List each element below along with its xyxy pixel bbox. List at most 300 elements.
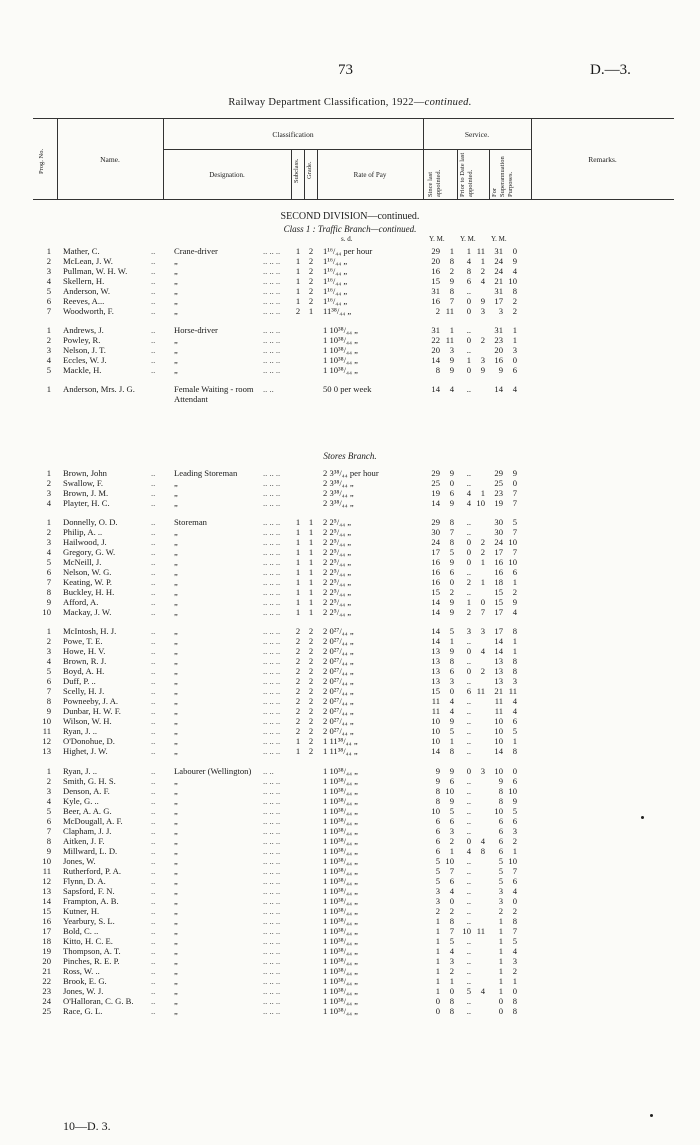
- leader-dots: ..: [151, 345, 156, 355]
- rate-of-pay: 11³⁸/₄₄ „: [323, 306, 352, 316]
- super-months: 3: [512, 956, 517, 966]
- super-years: 11: [494, 696, 503, 706]
- prior-years: ..: [466, 567, 471, 577]
- name-header: Name.: [100, 155, 120, 164]
- super-years: 6: [498, 816, 503, 826]
- super-months: 8: [512, 916, 517, 926]
- name: Hailwood, J.: [63, 537, 107, 547]
- designation: „: [174, 686, 178, 696]
- grade: 2: [308, 646, 314, 656]
- leader-dots: ..: [151, 468, 156, 478]
- since-years: 14: [431, 384, 440, 394]
- since-years: 19: [431, 488, 440, 498]
- table-row: [33, 498, 674, 508]
- leader-dots: ..: [151, 716, 156, 726]
- rate-of-pay: 1¹⁶/₄₄ „: [323, 286, 348, 296]
- table-row: [33, 706, 674, 716]
- grade: 2: [308, 736, 314, 746]
- super-months: 10: [508, 537, 517, 547]
- leader-dots: .. .. ..: [263, 266, 281, 276]
- table-row: [33, 246, 674, 256]
- designation: „: [174, 587, 178, 597]
- since-years: 1: [435, 986, 440, 996]
- table-row: [33, 537, 674, 547]
- super-years: 17: [494, 296, 503, 306]
- name: Clapham, J. J.: [63, 826, 112, 836]
- prior-years: ..: [466, 886, 471, 896]
- leader-dots: .. .. ..: [263, 966, 281, 976]
- name: Smith, G. H. S.: [63, 776, 116, 786]
- since-years: 11: [431, 706, 440, 716]
- since-months: 0: [449, 686, 454, 696]
- leader-dots: ..: [151, 498, 156, 508]
- leader-dots: .. .. ..: [263, 537, 281, 547]
- table-row: [33, 607, 674, 617]
- prog-no: 1: [46, 626, 51, 636]
- prog-no: 7: [46, 577, 51, 587]
- designation: „: [174, 776, 178, 786]
- leader-dots: ..: [151, 976, 156, 986]
- leader-dots: .. .. ..: [263, 547, 281, 557]
- since-months: 2: [449, 836, 454, 846]
- subclass: 2: [295, 306, 301, 316]
- since-years: 31: [431, 286, 440, 296]
- designation: „: [174, 286, 178, 296]
- super-years: 2: [498, 906, 503, 916]
- designation: „: [174, 256, 178, 266]
- super-years: 10: [494, 726, 503, 736]
- leader-dots: ..: [151, 686, 156, 696]
- super-months: 9: [512, 256, 517, 266]
- table-row: [33, 986, 674, 996]
- name: Kyle, G. ..: [63, 796, 99, 806]
- since-months: 1: [449, 246, 454, 256]
- leader-dots: .. .. ..: [263, 498, 281, 508]
- name: Swallow, F.: [63, 478, 104, 488]
- name: Mackay, J. W.: [63, 607, 112, 617]
- prior-months: 2: [480, 266, 485, 276]
- since-months: 5: [449, 726, 454, 736]
- rate-of-pay: 1¹⁶/₄₄ „: [323, 266, 348, 276]
- grade: 1: [308, 527, 314, 537]
- prior-years: ..: [466, 876, 471, 886]
- leader-dots: .. .. ..: [263, 996, 281, 1006]
- designation: „: [174, 866, 178, 876]
- super-months: 4: [512, 886, 517, 896]
- since-years: 6: [435, 836, 440, 846]
- leader-dots: .. .. ..: [263, 986, 281, 996]
- since-years: 9: [435, 776, 440, 786]
- table-row: [33, 686, 674, 696]
- table-row: [33, 826, 674, 836]
- subclass: 2: [295, 706, 301, 716]
- table-row: [33, 836, 674, 846]
- super-months: 2: [512, 296, 517, 306]
- table-row: [33, 936, 674, 946]
- table-row: [33, 256, 674, 266]
- table-row: [33, 478, 674, 488]
- prog-no: 5: [46, 286, 51, 296]
- since-years: 13: [431, 676, 440, 686]
- table-row: [33, 306, 674, 316]
- leader-dots: .. .. ..: [263, 896, 281, 906]
- prior-years: 10: [462, 926, 471, 936]
- leader-dots: .. ..: [263, 766, 274, 776]
- prior-months: 11: [476, 246, 485, 256]
- name: Sapsford, F. N.: [63, 886, 115, 896]
- designation-header: Designation.: [209, 171, 245, 179]
- designation: „: [174, 896, 178, 906]
- super-months: 6: [512, 876, 517, 886]
- leader-dots: .. .. ..: [263, 696, 281, 706]
- rate-of-pay: 1 10³⁸/₄₄ „: [323, 846, 358, 856]
- since-months: 8: [449, 916, 454, 926]
- rate-of-pay: 2 0²⁷/₄₄ „: [323, 666, 354, 676]
- super-months: 0: [512, 766, 517, 776]
- rate-of-pay: 2 0²⁷/₄₄ „: [323, 646, 354, 656]
- leader-dots: .. .. ..: [263, 976, 281, 986]
- grade-header: Grade.: [306, 161, 313, 179]
- name: Andrews, J.: [63, 325, 104, 335]
- designation: „: [174, 626, 178, 636]
- grade: 2: [308, 666, 314, 676]
- prior-months: 3: [480, 306, 485, 316]
- subclass: 1: [295, 296, 301, 306]
- leader-dots: ..: [151, 246, 156, 256]
- grade: 2: [308, 656, 314, 666]
- super-header: For Superannuation Purposes.: [491, 156, 514, 197]
- since-years: 29: [431, 468, 440, 478]
- table-row: [33, 468, 674, 478]
- super-months: 11: [508, 686, 517, 696]
- leader-dots: ..: [151, 517, 156, 527]
- designation: „: [174, 636, 178, 646]
- super-years: 15: [494, 587, 503, 597]
- prior-years: ..: [466, 716, 471, 726]
- since-years: 5: [435, 856, 440, 866]
- table-row: [33, 746, 674, 756]
- leader-dots: ..: [151, 266, 156, 276]
- title-text: Railway Department Classification, 1922—: [228, 97, 425, 108]
- rate-of-pay: 2 3³⁸/₄₄ „: [323, 498, 354, 508]
- designation: „: [174, 936, 178, 946]
- leader-dots: ..: [151, 365, 156, 375]
- since-years: 13: [431, 666, 440, 676]
- super-months: 10: [508, 557, 517, 567]
- table-row: [33, 355, 674, 365]
- since-months: 1: [449, 736, 454, 746]
- designation: „: [174, 276, 178, 286]
- super-months: 1: [512, 846, 517, 856]
- classification-header: Classification: [272, 130, 314, 139]
- grade: 1: [308, 306, 314, 316]
- table-row: [33, 726, 674, 736]
- prog-no: 3: [46, 488, 51, 498]
- grade: 2: [308, 676, 314, 686]
- prior-months: 4: [480, 986, 485, 996]
- rate-of-pay: 2 2⁵/₄₄ „: [323, 577, 352, 587]
- prior-months: 4: [480, 836, 485, 846]
- leader-dots: ..: [151, 926, 156, 936]
- page-title: [0, 97, 700, 108]
- super-months: 4: [512, 696, 517, 706]
- prior-years: 0: [466, 365, 471, 375]
- super-years: 24: [494, 537, 503, 547]
- super-months: 1: [512, 976, 517, 986]
- leader-dots: .. .. ..: [263, 276, 281, 286]
- rate-of-pay: 1 10³⁸/₄₄ „: [323, 836, 358, 846]
- prior-years: ..: [466, 956, 471, 966]
- table-row: [33, 597, 674, 607]
- table-row: [33, 384, 674, 394]
- name: Thompson, A. T.: [63, 946, 121, 956]
- super-months: 0: [512, 478, 517, 488]
- leader-dots: .. .. ..: [263, 468, 281, 478]
- since-years: 14: [431, 597, 440, 607]
- super-months: 9: [512, 468, 517, 478]
- prior-years: 0: [466, 306, 471, 316]
- prog-no: 9: [46, 706, 51, 716]
- name: Boyd, A. H.: [63, 666, 105, 676]
- leader-dots: .. .. ..: [263, 806, 281, 816]
- prior-years: 1: [466, 246, 471, 256]
- table-row: [33, 766, 674, 776]
- leader-dots: .. ..: [263, 384, 274, 394]
- prog-no: 3: [46, 345, 51, 355]
- table-row: [33, 916, 674, 926]
- super-years: 14: [494, 636, 503, 646]
- super-years: 31: [494, 246, 503, 256]
- since-months: 9: [449, 355, 454, 365]
- rate-of-pay: 2 0²⁷/₄₄ „: [323, 706, 354, 716]
- prior-years: 4: [466, 488, 471, 498]
- name: Woodworth, F.: [63, 306, 114, 316]
- designation: „: [174, 355, 178, 365]
- prior-years: 2: [466, 577, 471, 587]
- since-months: 11: [445, 306, 454, 316]
- designation: „: [174, 736, 178, 746]
- since-months: 0: [449, 577, 454, 587]
- rate-of-pay: 1 10³⁸/₄₄ „: [323, 886, 358, 896]
- prior-months: 2: [480, 335, 485, 345]
- designation: „: [174, 607, 178, 617]
- leader-dots: ..: [151, 636, 156, 646]
- designation: „: [174, 577, 178, 587]
- super-years: 1: [498, 916, 503, 926]
- designation: „: [174, 547, 178, 557]
- leader-dots: .. .. ..: [263, 846, 281, 856]
- since-months: 9: [449, 796, 454, 806]
- prior-months: 1: [480, 557, 485, 567]
- super-months: 2: [512, 306, 517, 316]
- leader-dots: .. .. ..: [263, 607, 281, 617]
- prior-years: ..: [466, 527, 471, 537]
- since-months: 9: [449, 276, 454, 286]
- since-years: 13: [431, 656, 440, 666]
- prior-years: 4: [466, 498, 471, 508]
- rate-of-pay: 2 0²⁷/₄₄ „: [323, 686, 354, 696]
- leader-dots: ..: [151, 936, 156, 946]
- prior-years: ..: [466, 816, 471, 826]
- since-years: 29: [431, 246, 440, 256]
- prog-no: 6: [46, 567, 51, 577]
- prior-years: ..: [466, 736, 471, 746]
- since-months: 10: [445, 786, 454, 796]
- table-row: [33, 325, 674, 335]
- prior-years: ..: [466, 1006, 471, 1016]
- since-years: 1: [435, 926, 440, 936]
- prior-years: ..: [466, 916, 471, 926]
- prog-no: 1: [46, 325, 51, 335]
- designation: „: [174, 345, 178, 355]
- leader-dots: .. .. ..: [263, 676, 281, 686]
- table-header: [33, 118, 674, 200]
- designation: „: [174, 726, 178, 736]
- leader-dots: ..: [151, 786, 156, 796]
- title-continued: continued.: [424, 97, 472, 108]
- super-months: 0: [512, 986, 517, 996]
- prior-years: ..: [466, 806, 471, 816]
- leader-dots: .. .. ..: [263, 557, 281, 567]
- since-months: 6: [449, 488, 454, 498]
- since-months: 8: [449, 996, 454, 1006]
- super-months: 2: [512, 587, 517, 597]
- rate-of-pay: 2 2⁵/₄₄ „: [323, 527, 352, 537]
- name: Ross, W. ..: [63, 966, 100, 976]
- prog-no: 4: [46, 498, 51, 508]
- leader-dots: .. .. ..: [263, 816, 281, 826]
- name: O'Donohue, D.: [63, 736, 115, 746]
- leader-dots: ..: [151, 996, 156, 1006]
- designation: „: [174, 966, 178, 976]
- rate-of-pay: 2 3³⁸/₄₄ „: [323, 488, 354, 498]
- since-months: 6: [449, 816, 454, 826]
- name: McNeill, J.: [63, 557, 102, 567]
- leader-dots: .. .. ..: [263, 956, 281, 966]
- since-months: 8: [449, 746, 454, 756]
- designation: „: [174, 916, 178, 926]
- units-sd: s. d.: [341, 235, 353, 243]
- super-months: 8: [512, 746, 517, 756]
- since-years: 2: [435, 306, 440, 316]
- designation: „: [174, 796, 178, 806]
- leader-dots: .. .. ..: [263, 478, 281, 488]
- rate-of-pay: 1 10³⁸/₄₄ „: [323, 786, 358, 796]
- super-months: 7: [512, 926, 517, 936]
- subclass: 2: [295, 666, 301, 676]
- super-years: 31: [494, 325, 503, 335]
- since-years: 9: [435, 766, 440, 776]
- name: O'Halloran, C. G. B.: [63, 996, 134, 1006]
- prior-years: 4: [466, 256, 471, 266]
- prior-years: 4: [466, 846, 471, 856]
- super-months: 8: [512, 656, 517, 666]
- subclass: 1: [295, 577, 301, 587]
- rate-of-pay: 2 2⁵/₄₄ „: [323, 567, 352, 577]
- super-years: 17: [494, 626, 503, 636]
- since-years: 15: [431, 276, 440, 286]
- super-years: 9: [498, 365, 503, 375]
- table-row: [33, 547, 674, 557]
- since-months: 1: [449, 846, 454, 856]
- prog-no: 2: [46, 335, 51, 345]
- super-months: 9: [512, 597, 517, 607]
- prog-no: 3: [46, 266, 51, 276]
- since-years: 16: [431, 557, 440, 567]
- super-months: 8: [512, 1006, 517, 1016]
- rate-of-pay: 1 10³⁸/₄₄ „: [323, 926, 358, 936]
- name: Pinches, R. E. P.: [63, 956, 120, 966]
- prog-no: 3: [46, 786, 51, 796]
- margin-mark: [641, 816, 644, 819]
- prog-no: 7: [46, 826, 51, 836]
- leader-dots: .. .. ..: [263, 926, 281, 936]
- since-months: 9: [449, 716, 454, 726]
- table-row: [33, 876, 674, 886]
- rate-of-pay: 1 10³⁸/₄₄ „: [323, 976, 358, 986]
- prior-years: ..: [466, 384, 471, 394]
- leader-dots: .. .. ..: [263, 776, 281, 786]
- prog-no: 24: [42, 996, 51, 1006]
- table-row: [33, 786, 674, 796]
- rate-of-pay: 1 10³⁸/₄₄ „: [323, 365, 358, 375]
- leader-dots: ..: [151, 587, 156, 597]
- super-years: 0: [498, 996, 503, 1006]
- leader-dots: ..: [151, 296, 156, 306]
- designation: „: [174, 478, 178, 488]
- name: Anderson, W.: [63, 286, 111, 296]
- grade: 2: [308, 706, 314, 716]
- leader-dots: .. .. ..: [263, 886, 281, 896]
- super-years: 17: [494, 607, 503, 617]
- name: Powley, R.: [63, 335, 101, 345]
- super-months: 3: [512, 676, 517, 686]
- prog-no: 12: [42, 876, 51, 886]
- designation: „: [174, 956, 178, 966]
- leader-dots: ..: [151, 676, 156, 686]
- since-months: 9: [449, 468, 454, 478]
- prog-no: 8: [46, 696, 51, 706]
- super-years: 1: [498, 926, 503, 936]
- prior-years: ..: [466, 286, 471, 296]
- designation: Storeman: [174, 517, 207, 527]
- designation: „: [174, 666, 178, 676]
- prior-years: 6: [466, 276, 471, 286]
- grade: 2: [308, 276, 314, 286]
- since-years: 1: [435, 966, 440, 976]
- super-months: 7: [512, 547, 517, 557]
- prior-years: ..: [466, 946, 471, 956]
- prog-no: 6: [46, 816, 51, 826]
- designation: „: [174, 365, 178, 375]
- leader-dots: .. .. ..: [263, 577, 281, 587]
- leader-dots: ..: [151, 478, 156, 488]
- designation: „: [174, 836, 178, 846]
- table-row: [33, 636, 674, 646]
- since-years: 1: [435, 936, 440, 946]
- prog-no: 17: [42, 926, 51, 936]
- prog-no: 12: [42, 736, 51, 746]
- leader-dots: ..: [151, 826, 156, 836]
- leader-dots: .. .. ..: [263, 856, 281, 866]
- since-years: 10: [431, 736, 440, 746]
- prior-months: 11: [476, 686, 485, 696]
- leader-dots: .. .. ..: [263, 646, 281, 656]
- since-months: 4: [449, 696, 454, 706]
- grade: 2: [308, 286, 314, 296]
- subclass: 1: [295, 276, 301, 286]
- prior-years: ..: [466, 676, 471, 686]
